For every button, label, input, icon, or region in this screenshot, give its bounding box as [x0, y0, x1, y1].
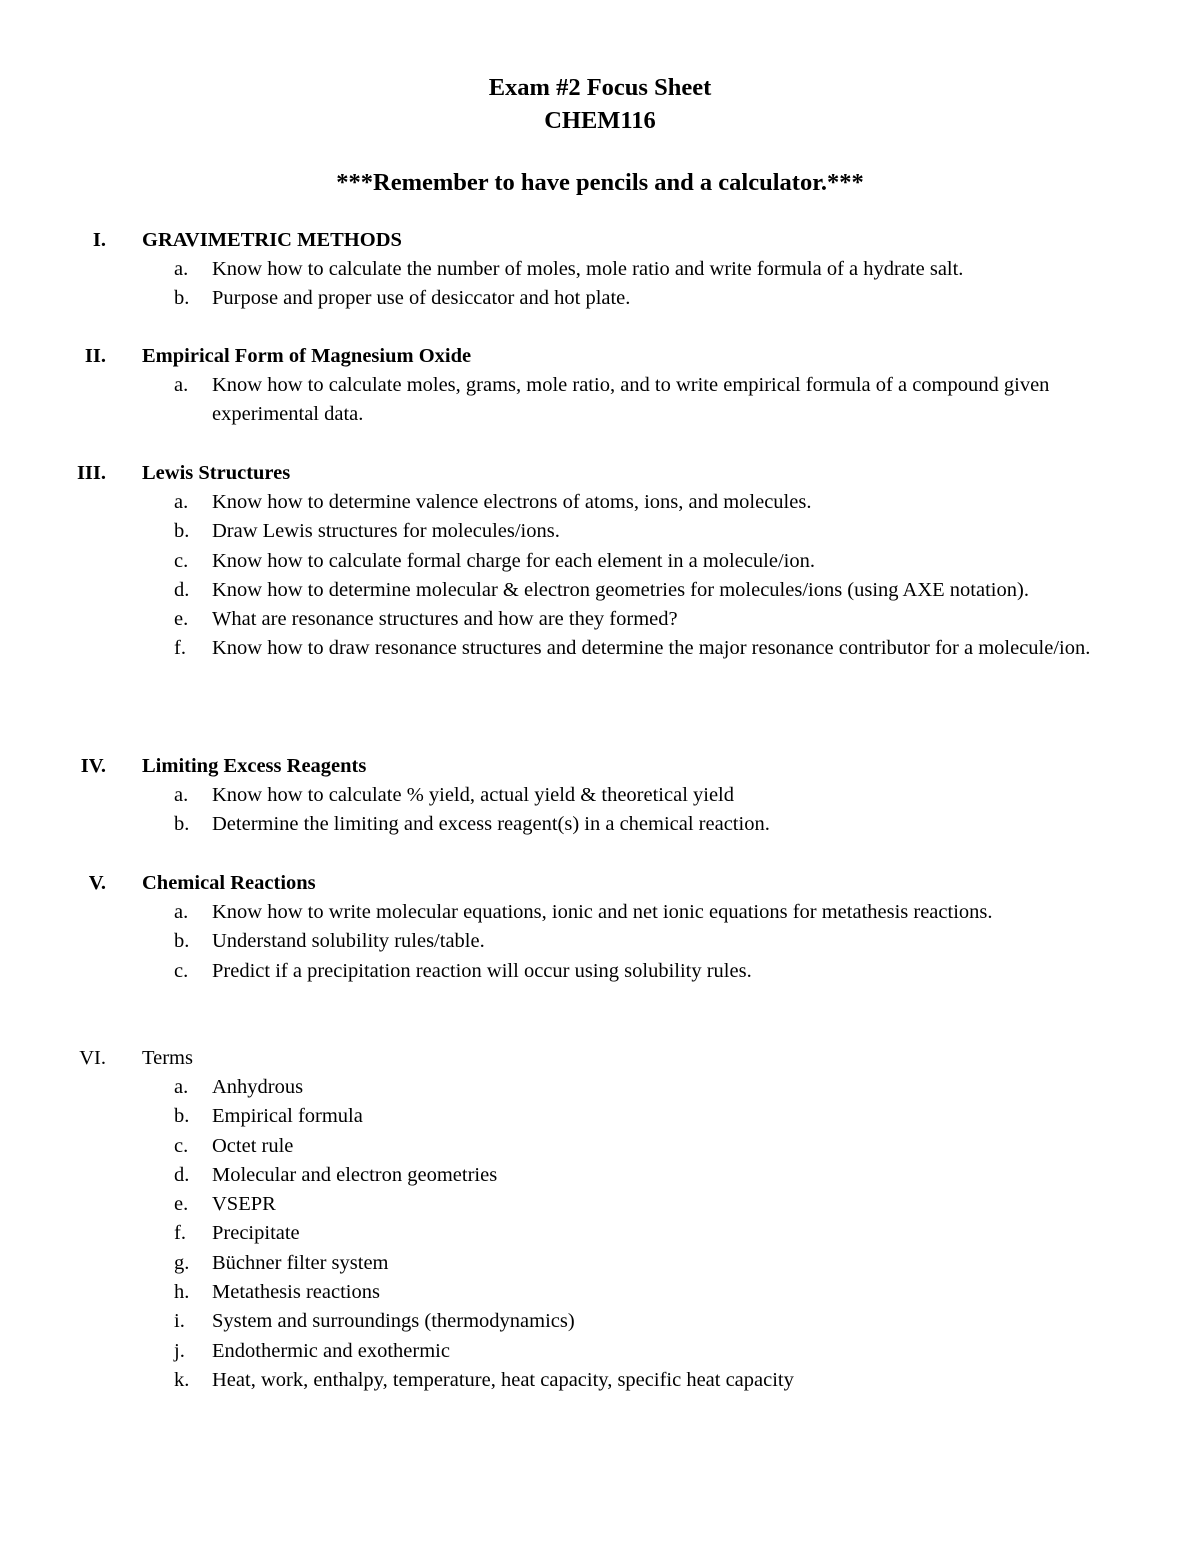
section-terms — [0, 1044, 1200, 1395]
item-text: Heat, work, enthalpy, temperature, heat capacity, specific heat capacity — [212, 1368, 794, 1391]
item-letter: c. — [174, 959, 189, 982]
item-letter: e. — [174, 1193, 189, 1216]
course-code: CHEM116 — [544, 107, 656, 134]
list-item — [0, 284, 1200, 313]
item-text: Büchner filter system — [212, 1251, 389, 1274]
section-title: Lewis Structures — [142, 462, 291, 484]
list-item — [0, 957, 1200, 986]
item-text: Know how to calculate % yield, actual yield & theoretical yield — [212, 784, 734, 806]
section-title: Terms — [142, 1047, 193, 1069]
list-item — [0, 547, 1200, 576]
item-letter: a. — [174, 374, 189, 396]
list-item — [0, 1337, 1200, 1366]
list-item — [0, 1073, 1200, 1102]
item-letter: d. — [174, 1163, 190, 1186]
list-item — [0, 1278, 1200, 1307]
item-letter: a. — [174, 901, 189, 923]
section-items — [0, 1073, 1200, 1395]
item-letter: h. — [174, 1281, 190, 1304]
item-text: Precipitate — [212, 1222, 300, 1245]
list-item — [0, 1132, 1200, 1161]
item-letter: a. — [174, 784, 189, 806]
item-text: Know how to determine molecular & electron geometries for molecules/ions (using AXE notation). — [212, 578, 1029, 601]
item-text: Octet rule — [212, 1134, 294, 1157]
list-item — [0, 1249, 1200, 1278]
section-numeral: IV. — [80, 755, 106, 777]
item-text: Molecular and electron geometries — [212, 1163, 498, 1186]
list-item — [0, 1307, 1200, 1336]
item-letter: b. — [174, 1105, 190, 1128]
list-item — [0, 898, 1200, 927]
list-item — [0, 1219, 1200, 1248]
section-title: Empirical Form of Magnesium Oxide — [142, 345, 472, 367]
list-item — [0, 1190, 1200, 1219]
section-numeral: I. — [92, 229, 106, 251]
list-item — [0, 255, 1200, 284]
section-lewis-structures — [0, 459, 1200, 664]
list-item — [0, 781, 1200, 810]
item-letter: b. — [174, 287, 190, 310]
section-numeral: III. — [76, 462, 106, 484]
item-text: Understand solubility rules/table. — [212, 930, 485, 953]
item-text: Determine the limiting and excess reagent(s) in a chemical reaction. — [212, 813, 770, 836]
list-item — [0, 1102, 1200, 1131]
item-text: Know how to calculate the number of moles, mole ratio and write formula of a hydrate salt. — [212, 258, 964, 280]
section-chemical-reactions — [0, 869, 1200, 986]
item-text: Know how to calculate moles, grams, mole ratio, and to write empirical formula of a compound given experimental data. — [212, 374, 1050, 426]
item-letter: c. — [174, 549, 189, 572]
item-letter: a. — [174, 491, 189, 513]
section-items — [0, 371, 1200, 430]
list-item — [0, 488, 1200, 517]
section-items — [0, 781, 1200, 840]
item-text: System and surroundings (thermodynamics) — [212, 1310, 575, 1333]
section-items — [0, 255, 1200, 314]
header — [0, 71, 1200, 137]
list-item — [0, 605, 1200, 634]
item-letter: b. — [174, 813, 190, 836]
list-item — [0, 634, 1200, 663]
section-title: GRAVIMETRIC METHODS — [142, 229, 402, 251]
item-letter: b. — [174, 930, 190, 953]
item-text: Know how to write molecular equations, ionic and net ionic equations for metathesis reactions. — [212, 901, 993, 923]
item-letter: f. — [174, 1222, 186, 1245]
item-text: Draw Lewis structures for molecules/ions. — [212, 520, 560, 543]
list-item — [0, 576, 1200, 605]
item-letter: e. — [174, 608, 189, 631]
item-text: Anhydrous — [212, 1076, 304, 1098]
item-letter: a. — [174, 1076, 189, 1098]
item-text: Purpose and proper use of desiccator and hot plate. — [212, 287, 631, 310]
item-letter: j. — [174, 1339, 185, 1362]
section-empirical-form — [0, 342, 1200, 430]
item-text: Endothermic and exothermic — [212, 1339, 450, 1362]
item-text: Know how to calculate formal charge for each element in a molecule/ion. — [212, 549, 815, 572]
item-letter: a. — [174, 258, 189, 280]
list-item — [0, 1161, 1200, 1190]
section-gravimetric-methods — [0, 226, 1200, 314]
item-letter: i. — [174, 1310, 185, 1333]
item-letter: f. — [174, 637, 186, 660]
list-item — [0, 371, 1200, 430]
item-letter: b. — [174, 520, 190, 543]
item-text: Empirical formula — [212, 1105, 363, 1128]
item-text: What are resonance structures and how are they formed? — [212, 608, 678, 631]
list-item — [0, 517, 1200, 546]
item-letter: g. — [174, 1251, 190, 1274]
reminder-note: ***Remember to have pencils and a calculator.*** — [336, 169, 864, 196]
item-text: Predict if a precipitation reaction will occur using solubility rules. — [212, 959, 752, 982]
section-limiting-excess-reagents — [0, 752, 1200, 840]
section-numeral: II. — [84, 345, 106, 367]
section-items — [0, 488, 1200, 664]
item-text: Know how to determine valence electrons of atoms, ions, and molecules. — [212, 491, 812, 513]
list-item — [0, 927, 1200, 956]
item-letter: c. — [174, 1134, 189, 1157]
item-letter: d. — [174, 578, 190, 601]
list-item — [0, 810, 1200, 839]
item-text: VSEPR — [212, 1193, 276, 1216]
section-title: Chemical Reactions — [142, 872, 316, 894]
item-text: Metathesis reactions — [212, 1281, 380, 1304]
item-letter: k. — [174, 1368, 190, 1391]
page-title: Exam #2 Focus Sheet — [488, 74, 712, 101]
section-items — [0, 898, 1200, 986]
section-title: Limiting Excess Reagents — [142, 755, 367, 777]
item-text: Know how to draw resonance structures and determine the major resonance contributor for a molecule/ion. — [212, 637, 1091, 660]
section-numeral: VI. — [79, 1047, 106, 1069]
section-numeral: V. — [88, 872, 106, 894]
list-item — [0, 1366, 1200, 1395]
